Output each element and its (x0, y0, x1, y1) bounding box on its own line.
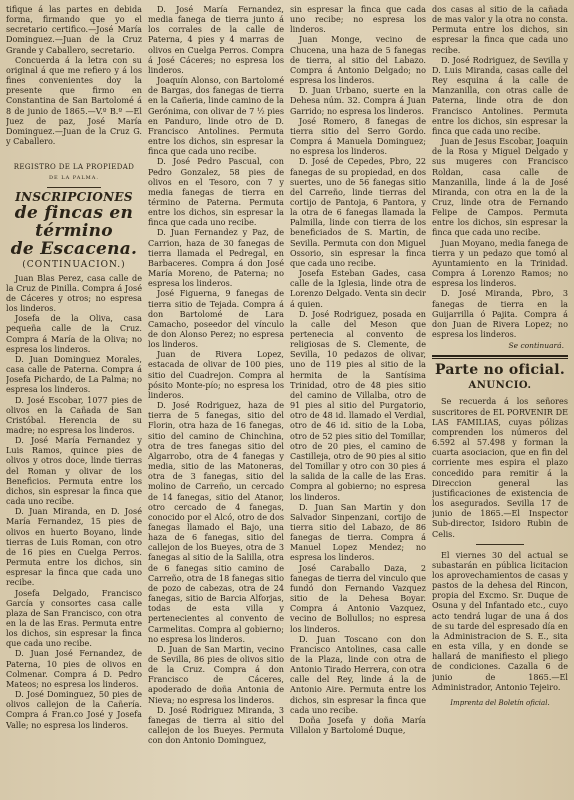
entry: D. Juan Miranda, en D. José María Fernandez, 15 pies de olivos en huerto Boyano, linde tierras de Luis Roman, con otro de 16 pies en Cuelga Perros. Permuta entre los dichos, sin espresar la finca que cada uno recibe. (6, 506, 142, 588)
entry: D. Juan San Martin y don Salvador Sinpenzani, cortijo de tierra sitio del Labazo, de 86 fanegas de tierra. Compra á Manuel Lopez Mendez; no espresa los linderos. (290, 501, 426, 563)
entry: Joaquín Alonso, con Bartolomé de Bargas, dos fanegas de tierra en la Cañeria, linde camino de la Gerónima, con olivar de 7 ½ pies en Panduro, linde otro de D. Francisco Antolines. Permuta entre los dichos, sin espresar la finca que cada uno recibe. (148, 75, 284, 157)
entry: D. Juan de San Martin, vecino de Sevilla, 86 pies de olivos sitio de la Cruz. Compra á don Francisco de Cáceres, apoderado de doña Antonia de Nieva; no espresa los linderos. (148, 643, 284, 705)
entry: Juan Monge, vecino de Chucena, una haza de 5 fanegas de tierra, al sitio del Labazo. Compra á Antonio Delgado; no espresa los linderos. (290, 34, 426, 86)
entry: José Figuerna, 9 fanegas de tierra sitio de Tejada. Compra á don Bartolomé de Lara Camacho, poseedor del vínculo de don Alonso Perez; no espresa los linderos. (148, 288, 284, 350)
entry: Doña Josefa y doña María Villalon y Bartolomé Duque, (290, 714, 426, 736)
paragraph: Concuerda á la letra con su original á que me refiero y á los fines convenientes doy la presente que firmo en Constantina de San Bartolomé á 8 de junio de 1865.—V.º B.º —El Juez de paz, José María Dominguez.—Juan de la Cruz G. y Caballero. (6, 54, 142, 147)
entry: D. José Rodriguez, haza de tierra de 5 fanegas, sitio del Florin, otra haza de 16 fanegas, sitio del camino de Chinchina, otra de tres fanegas sitio del Algarrobo, otra de 4 fanegas y media, sitio de las Matoneras, otra de 3 fanegas, sitio del molino de Carreño, un cercado de 14 fanegas, sitio del Atanor, otro cercado de 4 fanegas, conocido por el Alcó, otro de dos fanegas llamado el Bajo, una haza de 6 fanegas, sitio del callejon de los Bueyes, otra de 3 fanegas al sitio de la Salilla, otra de 6 fanegas sitio camino de Carreño, otra de 18 fanegas sitio de pozo de cabezas, otra de 24 fanegas, sitio de Barcia Alforjas, todas de esta villa y pertenecientes al convento de Carmelitas. Compra al gobierno; no espresa los linderos. (148, 400, 284, 644)
entry: D. José de Cepedes, Pbro, 22 fanegas de su propiedad, en dos suertes, uno de 56 fanegas sitio del Carreño, linde tierras del cortijo de Pantoja, 6 Pantora, y la otra de 6 fanegas llamada la Palmilla, linde con tierra de los beneficiados de S. Martin, de Sevilla. Permuta con don Miguel Ossorio, sin espresar la finca que cada uno recibe. (290, 156, 426, 268)
entry: José Caraballo Daza, 2 fanegas de tierra del vinculo que fundó don Fernando Vazquez sitio de la Dehesa Boyar. Compra á Antonio Vazquez, vecino de Bollullos; no espresa los linderos. (290, 562, 426, 634)
anuncio-text: El viernes 30 del actual se subastarán en pública licitacion los aprovechamientos de casas y pastos de la dehesa del Rincon, propia del Excmo. Sr. Duque de Osuna y del Infantado etc., cuyo acto tendrá lugar de una á dos de su tarde del espresado día en la Administracion de S. E., sita en esta villa, y en donde se hallará de manifiesto el pliego de condiciones. Cazalla 6 de junio de 1865.—El Administrador, Antonio Tejeiro. (432, 549, 568, 692)
anuncio-text: Se recuerda á los señores suscritores de EL PORVENIR DE LAS FAMILIAS, cuyas pólizas comprenden los números del 6.592 al 57.498 y forman la cuarta asociacion, que en fin del corriente mes espira el plazo concedido para remitir á la Direccion general las justificaciones de existencia de los asegurados. Sevilla 17 de junio de 1865.—El Inspector Sub-director, Isidoro Rubin de Celis. (432, 396, 568, 539)
entry: D. José María Fernandez y Luis Ramos, quince pies de olivos y otros doce, linde tierras del Roman y olivar de los Beneficios. Permuta entre los dichos, sin espresar la finca que cada uno recibe. (6, 435, 142, 507)
divider (432, 355, 568, 359)
entry: D. José María Fernandez, media fanega de tierra junto á los corrales de la calle de Paterna, 4 pies y 4 marras de olivos en Cuelga Perros. Compra á José Cáceres; no espresa los linderos. (148, 4, 284, 75)
entry: D. José Rodriguez, de Sevilla y D. Luis Miranda, casas calle del Rey esquina á la calle de Manzanilla, con otras calle de Paterna, linde otra de don Francisco Antolines. Permuta entre los dichos, sin espresar la finca que cada uno recibe. (432, 54, 568, 136)
entry: Josefa Esteban Gades, casa calle de la Iglesia, linde otra de Lorenzo Delgado. Venta sin decir á quien. (290, 268, 426, 309)
entry: José Romero, 8 fanegas de tierra sitio del Serro Gordo. Compra á Manuela Dominguez; no espresa los linderos. (290, 115, 426, 157)
section-registro: REGISTRO DE LA PROPIEDAD (13, 163, 135, 172)
entry: Juan Moyano, media fanega de tierra y un pedazo que tomó al Ayuntamiento en la Trinidad. Compra á Lorenzo Ramos; no espresa los linderos. (432, 237, 568, 289)
entry: Josefa Delgado, Francisco García y consortes casa calle plaza de San Francisco, con otra en la de las Eras. Permuta entre los dichos, sin espresar la finca que cada uno recibe. (6, 587, 142, 649)
entry: D. José Escobar, 1077 pies de olivos en la Cañada de San Cristóbal. Herencia de su madre; no espresa los linderos. (6, 394, 142, 435)
entry: D. Juan Dominguez Morales, casa calle de Paterna. Compra á Josefa Pichardo, de La Palma; no espresa los linderos. (6, 353, 142, 395)
parte-no-oficial-heading: Parte no oficial. (434, 362, 566, 379)
section-heading-line2: de fincas en término (14, 202, 134, 241)
section-heading-line1: INSCRIPCIONES (15, 189, 133, 204)
entry: sin espresar la finca que cada uno recibe; no espresa los linderos. (290, 4, 426, 35)
entry: D. José Pedro Pascual, con Pedro Gonzalez, 58 pies de olivos en el Tesoro, con 7 y media fanegas de tierra en término de Paterna. Permuta entre los dichos, sin espresar la finca que cada uno recibe. (148, 156, 284, 228)
entry: D. José Rodriguez Miranda, 3 fanegas de tierra al sitio del callejon de los Bueyes. Permuta con don Antonio Dominguez, (148, 704, 284, 746)
entry: Juan de Jesus Escobar, Joaquin de la Rosa y Miguel Delgado y sus mugeres con Francisco Roldan, casa calle de Manzanilla, linde á la de José Miranda, con otra en la de la Cruz, linde otra de Fernando Felipe de Campos. Permuta entre los dichos, sin espresar la finca que cada uno recibe. (432, 136, 568, 238)
anuncio-heading: ANUNCIO. (468, 380, 532, 392)
section-registro-sub: DE LA PALMA. (49, 175, 99, 182)
column-3 (290, 4, 426, 796)
continuacion-label: (CONTINUACION.) (22, 259, 126, 270)
entry: dos casas al sitio de la cañada de mas valor y la otra no consta. Permuta entre los dichos, sin espresar la finca que cada uno recibe. (432, 4, 568, 55)
entry: D. Juan Urbano, suerte en la Dehesa núm. 32. Compra á Juan Garrido; no espresa los linderos. (290, 85, 426, 116)
entry: Josefa de la Oliva, casa pequeña calle de la Cruz. Compra á María de la Oliva; no espresa los linderos. (6, 313, 142, 354)
column-2 (148, 4, 284, 796)
printer-imprint: Imprenta del Boletín oficial. (450, 698, 550, 707)
entry: D. Juan Toscano con don Francisco Antolines, casa calle de la Plaza, linde con otra de Antonio Tirado Herrera, con otra calle del Rey, linde á la de Antonio Aire. Permuta entre los dichos, sin espresar la finca que cada uno recibe. (290, 633, 426, 715)
section-heading-line3: de Escacena. (10, 238, 138, 259)
entry: D. José Dominguez, 50 pies de olivos callejon de la Cañería. Compra á Fran.co José y Josefa Valle; no espresa los linderos. (6, 689, 142, 730)
column-4 (432, 4, 568, 796)
entry: Juan de Rivera Lopez, estacada de olivar de 100 pies, sitio del Cuadrejon. Compra al pósito Monte-pío; no espresa los linderos. (148, 349, 284, 400)
entry: D. Juan Fernandez y Paz, de Carrion, haza de 30 fanegas de tierra llamada el Pedregal, en Barbaceres. Compra á don José María Moreno, de Paterna; no espresa los linderos. (148, 227, 284, 289)
divider (47, 187, 101, 188)
entry: Juan Blas Perez, casa calle de la Cruz de Pinilla. Compra á José de Cáceres y otros; no espresa los linderos. (6, 272, 142, 314)
column-1 (6, 4, 142, 796)
continuara-note: Se continuará. (508, 341, 564, 351)
entry: D. Juan José Fernandez, de Paterna, 10 pies de olivos en Colmenar. Compra á D. Pedro Mateos; no espresa los linderos. (6, 648, 142, 689)
divider (476, 544, 524, 545)
paragraph: tifique á las partes en debida forma, firmando que yo el secretario certifico.—José María Dominguez.—Juan de la Cruz Grande y Caballero, secretario. (6, 4, 142, 55)
entry: D. José Rodriguez, posada en la calle del Meson que pertenecia al convento de religiosas de S. Clemente, de Sevilla, 10 pedazos de olivar, uno de 119 pies al sitio de la hermita de la Santísima Trinidad, otro de 48 pies sitio del camino de Villalba, otro de 91 pies al sitio del Purgatorio, otro de 48 id. llamado el Verdial, otro de 46 id. sitio de la Loba, otro de 52 pies sitio del Tomillar, otro de 20 pies, el camino de Castilleja, otro de 90 pies al sitio del Tomillar y otro con 30 pies á la salida de la calle de las Eras. Compra al gobierno; no espresa los linderos. (290, 308, 426, 502)
entry: D. José Miranda, Pbro, 3 fanegas de tierra en la Guijarrilla ó Pajita. Compra á don Juan de Rivera Lopez; no espresa los linderos. (432, 288, 568, 339)
